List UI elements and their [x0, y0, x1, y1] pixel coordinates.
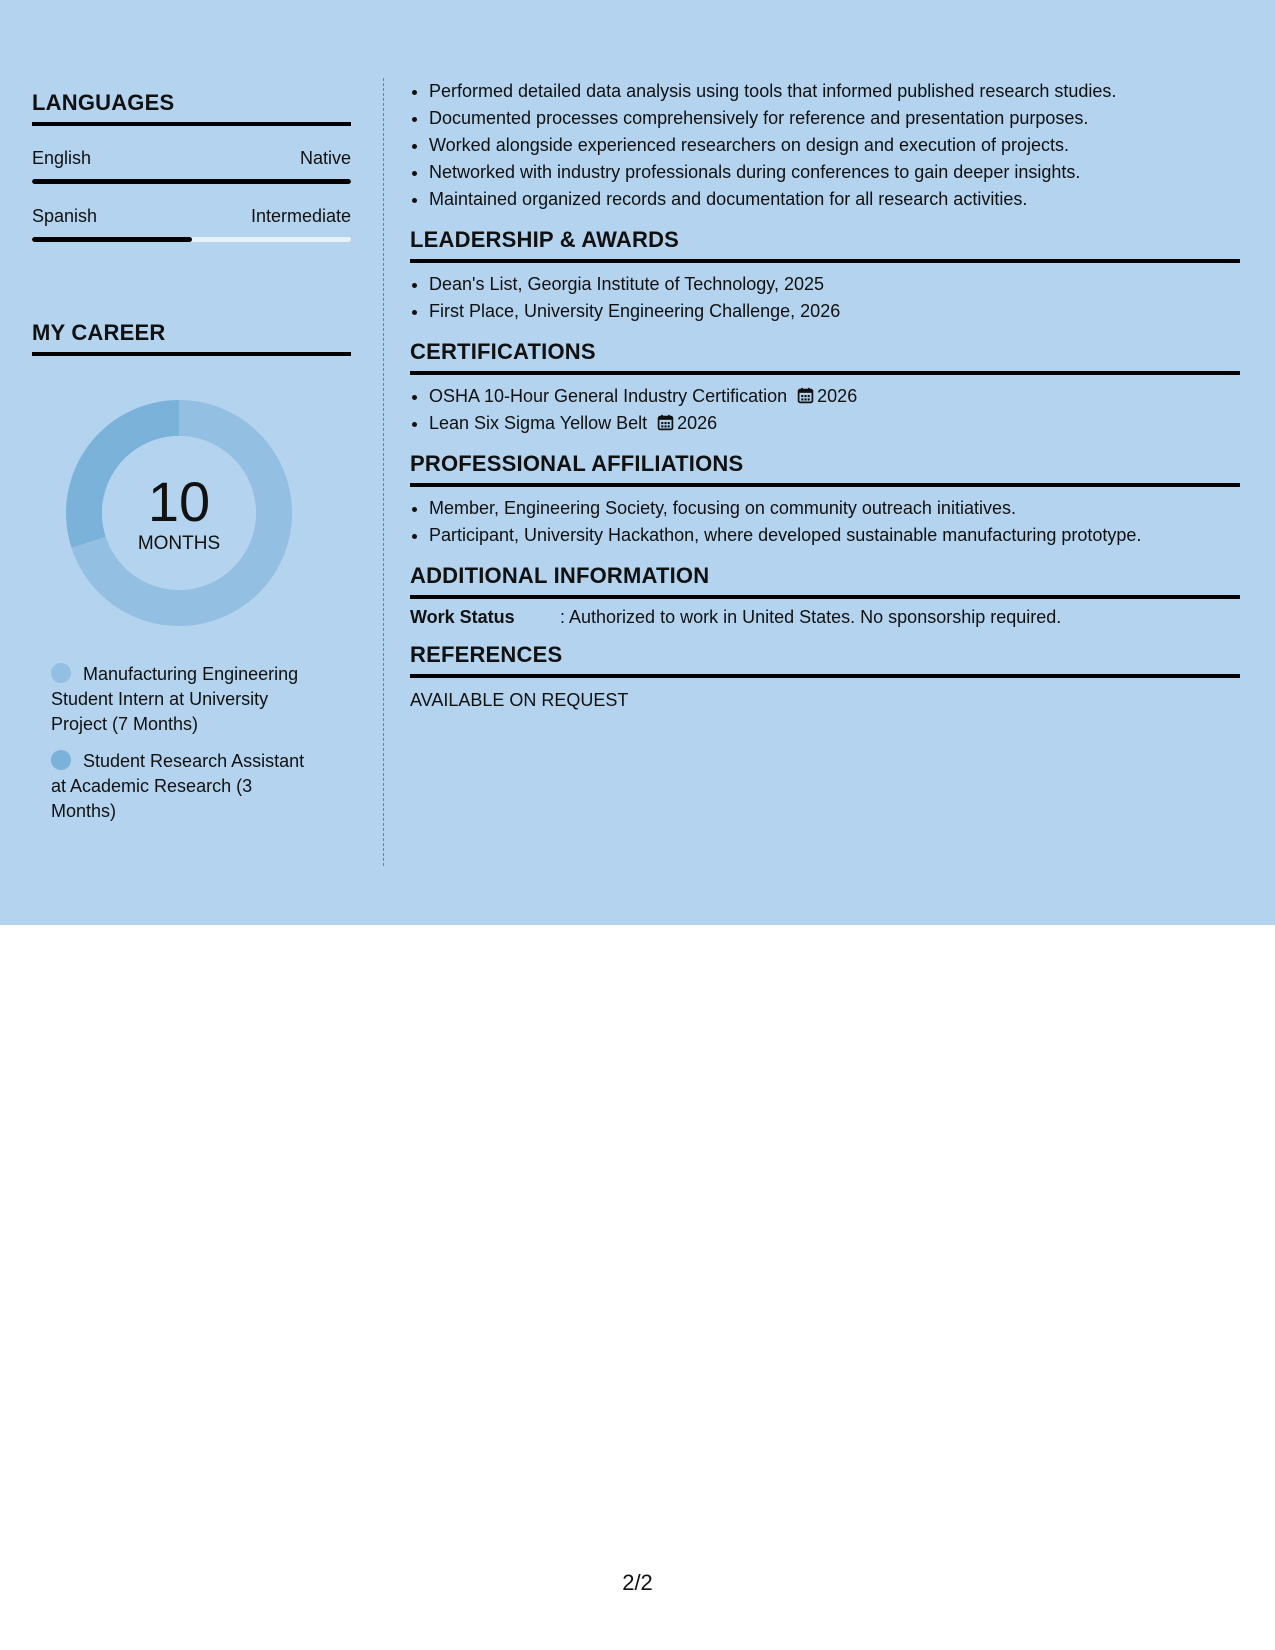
page-number: 2/2	[622, 1570, 653, 1595]
additional-section	[410, 563, 1240, 628]
list-item	[429, 383, 1240, 410]
language-proficiency-bar	[32, 237, 351, 242]
legend-label: Student Research Assistant at Academic Research (3 Months)	[51, 751, 305, 821]
affiliations-title: PROFESSIONAL AFFILIATIONS	[410, 451, 1240, 487]
language-proficiency-fill	[32, 179, 351, 184]
calendar-icon	[657, 414, 674, 431]
certifications-title: CERTIFICATIONS	[410, 339, 1240, 375]
legend-item	[51, 662, 321, 737]
donut-center	[66, 400, 292, 626]
certification-name: OSHA 10-Hour General Industry Certification	[429, 386, 788, 406]
list-item: • Worked alongside experienced researchers on design and execution of projects.	[429, 132, 1240, 159]
career-legend	[51, 662, 321, 824]
list-item: • Dean's List, Georgia Institute of Technology, 2025	[429, 271, 1240, 298]
additional-title: ADDITIONAL INFORMATION	[410, 563, 1240, 599]
language-proficiency-fill	[32, 237, 192, 242]
language-item-spanish	[32, 206, 351, 242]
leadership-title: LEADERSHIP & AWARDS	[410, 227, 1240, 263]
language-level: Native	[299, 148, 351, 168]
language-level: Intermediate	[250, 206, 351, 226]
career-total-value: 10	[147, 470, 211, 533]
legend-dot-icon	[51, 663, 71, 683]
certification-year: 2026	[677, 413, 718, 433]
left-column	[32, 90, 351, 836]
language-proficiency-bar	[32, 179, 351, 184]
list-item	[429, 410, 1240, 437]
legend-label: Manufacturing Engineering Student Intern at University Project (7 Months)	[51, 664, 299, 734]
career-title: MY CAREER	[32, 320, 351, 356]
work-status-value: : Authorized to work in United States. No sponsorship required.	[560, 607, 1062, 627]
career-total-unit: MONTHS	[137, 533, 221, 554]
leadership-section	[410, 227, 1240, 325]
list-item: • Performed detailed data analysis using tools that informed published research studies.	[429, 78, 1240, 105]
right-column	[410, 78, 1240, 711]
references-title: REFERENCES	[410, 642, 1240, 678]
career-donut-chart	[66, 400, 292, 626]
list-item: • Documented processes comprehensively for reference and presentation purposes.	[429, 105, 1240, 132]
certification-year: 2026	[817, 386, 858, 406]
certification-name: Lean Six Sigma Yellow Belt	[429, 413, 648, 433]
language-name: English	[32, 148, 92, 168]
list-item: • Member, Engineering Society, focusing on community outreach initiatives.	[429, 495, 1240, 522]
languages-title: LANGUAGES	[32, 90, 351, 126]
language-item-english	[32, 148, 351, 184]
language-name: Spanish	[32, 206, 98, 226]
legend-item	[51, 749, 321, 824]
references-text: AVAILABLE ON REQUEST	[410, 690, 629, 710]
column-divider	[383, 78, 384, 866]
references-section	[410, 642, 1240, 711]
work-status-row	[410, 607, 1240, 628]
affiliations-section	[410, 451, 1240, 549]
list-item: • First Place, University Engineering Challenge, 2026	[429, 298, 1240, 325]
list-item: • Maintained organized records and documentation for all research activities.	[429, 186, 1240, 213]
work-status-label: Work Status	[410, 607, 515, 627]
list-item: • Networked with industry professionals during conferences to gain deeper insights.	[429, 159, 1240, 186]
certifications-section	[410, 339, 1240, 437]
calendar-icon	[797, 387, 814, 404]
list-item: • Participant, University Hackathon, where developed sustainable manufacturing prototype.	[429, 522, 1240, 549]
legend-dot-icon	[51, 750, 71, 770]
experience-bullets	[410, 78, 1240, 213]
